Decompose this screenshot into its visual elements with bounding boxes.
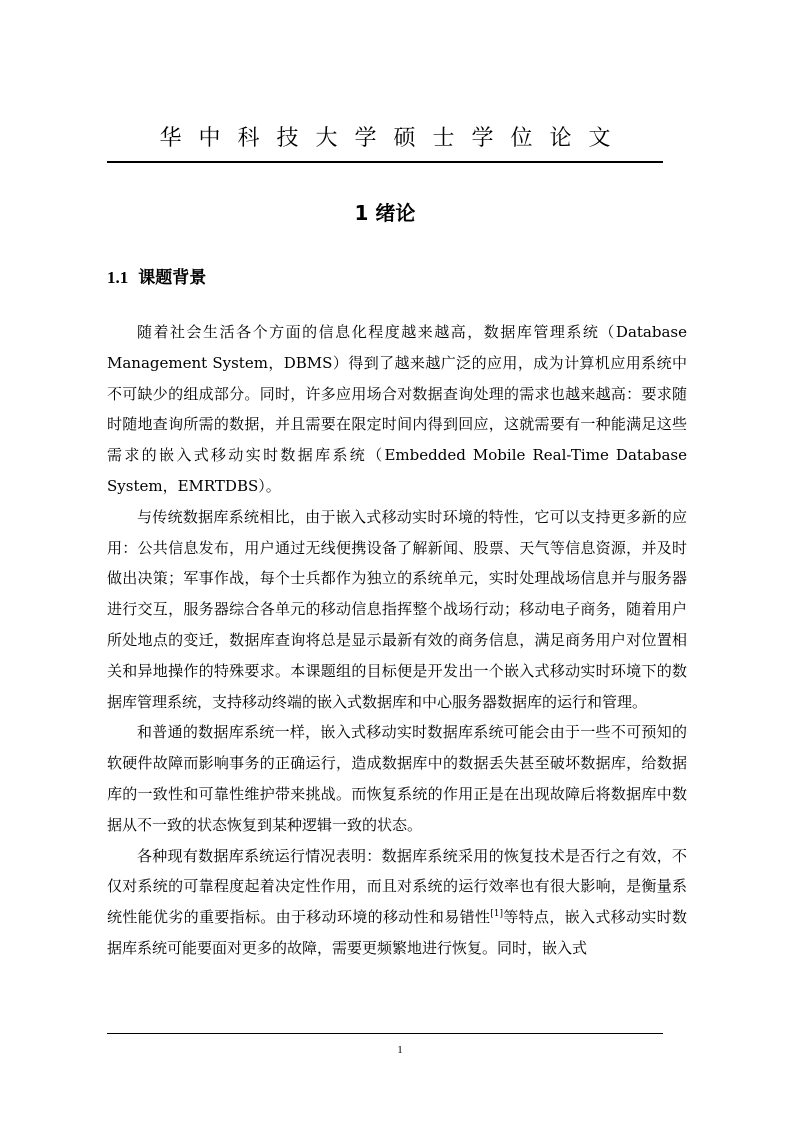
chapter-title: 1 绪论 [354,201,416,225]
page-number: 1 [397,1044,403,1056]
body-text [107,317,687,964]
footer-rule [107,1033,663,1034]
running-header: 华中科技大学硕士学位论文 [159,126,628,151]
citation-ref[interactable]: [1] [490,909,504,920]
paragraph-text: 等特点，嵌入式移动实时数据库系统可能要面对更多的故障，需要更频繁地进行恢复。同时，嵌入式 [107,908,687,957]
section-number: 1.1 [107,268,129,287]
paragraph: 和普通的数据库系统一样，嵌入式移动实时数据库系统可能会由于一些不可预知的软硬件故障而影响事务的正确运行，造成数据库中的数据丢失甚至破坏数据库，给数据库的一致性和可靠性维护带来挑战。而恢复系统的作用正是在出现故障后将数据库中数据从不一致的状态恢复到某种逻辑一致的状态。 [107,723,687,834]
section-heading [107,264,206,292]
paragraph-text: 各种现有数据库系统运行情况表明：数据库系统采用的恢复技术是否行之有效，不仅对系统的可靠程度起着决定性作用，而且对系统的运行效率也有很大影响，是衡量系统性能优劣的重要指标。由于移动环境的移动性和易错性 [107,846,687,927]
paragraph: 随着社会生活各个方面的信息化程度越来越高，数据库管理系统（Database Management System，DBMS）得到了越来越广泛的应用，成为计算机应用系统中不可缺少的组成部分。同时，许多应用场合对数据查询处理的需求也越来越高：要求随时随地查询所需的数据，并且需要在限定时间内得到回应，这就需要有一种能满足这些需求的嵌入式移动实时数据库系统（Embedded Mobile Real-Time Database System，EMRTDBS）。 [107,323,687,495]
paragraph [107,841,687,964]
paragraph: 与传统数据库系统相比，由于嵌入式移动实时环境的特性，它可以支持更多新的应用：公共信息发布，用户通过无线便携设备了解新闻、股票、天气等信息资源，并及时做出决策；军事作战，每个士兵都作为独立的系统单元，实时处理战场信息并与服务器进行交互，服务器综合各单元的移动信息指挥整个战场行动；移动电子商务，随着用户所处地点的变迁，数据库查询将总是显示最新有效的商务信息，满足商务用户对位置相关和异地操作的特殊要求。本课题组的目标便是开发出一个嵌入式移动实时环境下的数据库管理系统，支持移动终端的嵌入式数据库和中心服务器数据库的运行和管理。 [107,507,687,711]
section-title: 课题背景 [138,268,207,288]
header-rule [107,161,663,163]
